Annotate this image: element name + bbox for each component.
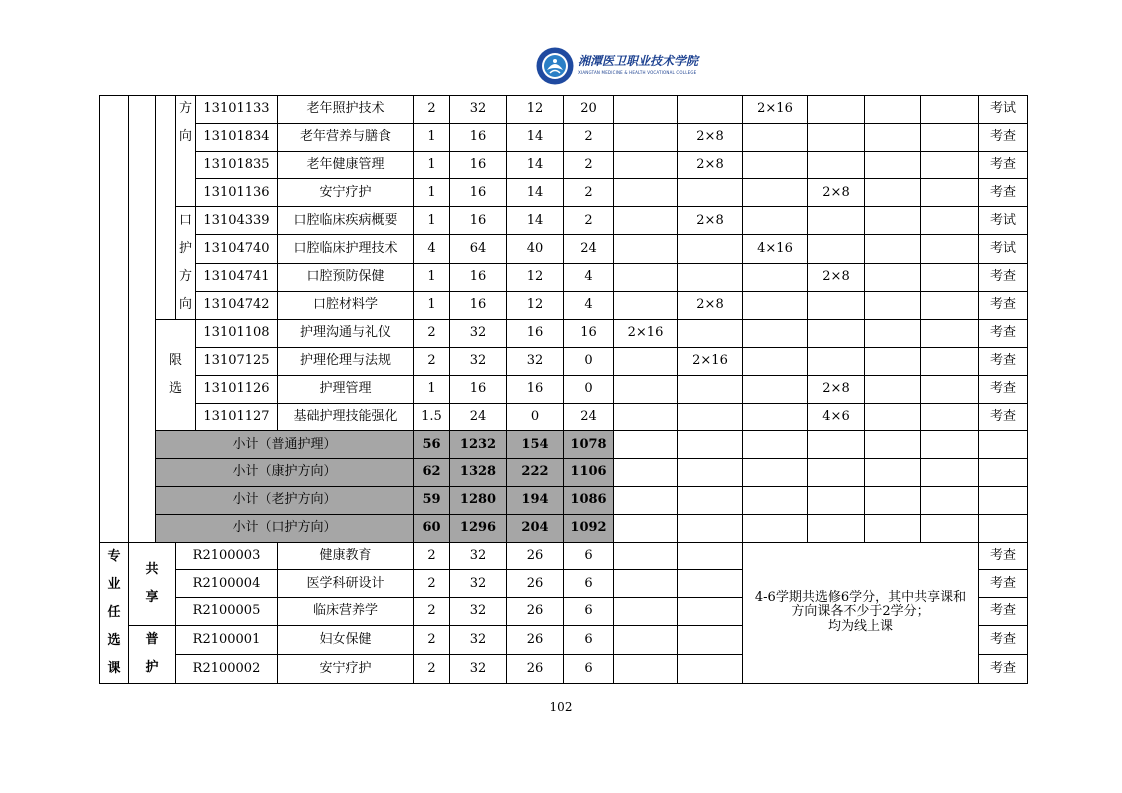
group-label-laohu: 方 向 <box>176 96 196 207</box>
sem-2 <box>678 375 743 403</box>
subtotal-practice: 1078 <box>564 431 614 459</box>
sem-3 <box>743 291 808 319</box>
sem-2: 2×8 <box>678 151 743 179</box>
course-name: 临床营养学 <box>278 598 414 626</box>
exam-type: 考查 <box>979 347 1028 375</box>
course-name: 口腔材料学 <box>278 291 414 319</box>
credit: 1 <box>414 375 450 403</box>
table-row <box>100 263 1028 291</box>
sem-5 <box>865 291 921 319</box>
course-name: 安宁疗护 <box>278 655 414 684</box>
sem-2 <box>678 235 743 263</box>
college-name-block <box>578 52 698 75</box>
course-code: R2100001 <box>176 625 278 654</box>
group-label-kouhu: 口 护 方 向 <box>176 207 196 320</box>
subtotal-total: 1296 <box>450 514 507 542</box>
sem-1 <box>614 235 678 263</box>
exam-type: 考查 <box>979 375 1028 403</box>
practice-hours: 16 <box>564 320 614 348</box>
course-name: 老年营养与膳食 <box>278 123 414 151</box>
credit: 2 <box>414 320 450 348</box>
table-row <box>100 123 1028 151</box>
practice-hours: 6 <box>564 655 614 684</box>
sem-1 <box>614 207 678 235</box>
group-cell-outer <box>100 96 129 543</box>
sem-1 <box>614 347 678 375</box>
total-hours: 16 <box>450 179 507 207</box>
sem-2 <box>678 320 743 348</box>
subtotal-theory: 154 <box>507 431 564 459</box>
practice-hours: 4 <box>564 263 614 291</box>
table-row <box>100 347 1028 375</box>
practice-hours: 2 <box>564 123 614 151</box>
sem-6 <box>921 96 979 124</box>
theory-hours: 26 <box>507 625 564 654</box>
sem-6 <box>921 151 979 179</box>
subtotal-credit: 59 <box>414 486 450 514</box>
sem-1 <box>614 263 678 291</box>
exam-type: 考查 <box>979 598 1028 626</box>
practice-hours: 0 <box>564 347 614 375</box>
theory-hours: 12 <box>507 96 564 124</box>
sem-6 <box>921 347 979 375</box>
course-name: 口腔预防保健 <box>278 263 414 291</box>
subtotal-theory: 222 <box>507 459 564 487</box>
total-hours: 32 <box>450 655 507 684</box>
practice-hours: 2 <box>564 207 614 235</box>
table-row <box>100 403 1028 431</box>
practice-hours: 20 <box>564 96 614 124</box>
sem-5 <box>865 179 921 207</box>
sem-4 <box>808 207 865 235</box>
total-hours: 32 <box>450 320 507 348</box>
sem-6 <box>921 263 979 291</box>
subtotal-theory: 194 <box>507 486 564 514</box>
sem-2: 2×8 <box>678 207 743 235</box>
sem-6 <box>921 179 979 207</box>
theory-hours: 14 <box>507 179 564 207</box>
table-row <box>100 235 1028 263</box>
sem-1 <box>614 96 678 124</box>
sem-3 <box>743 375 808 403</box>
course-code: 13101108 <box>196 320 278 348</box>
exam-type: 考查 <box>979 655 1028 684</box>
exam-type: 考试 <box>979 207 1028 235</box>
exam-type: 考查 <box>979 179 1028 207</box>
course-code: 13107125 <box>196 347 278 375</box>
sem-2 <box>678 263 743 291</box>
exam-type: 考试 <box>979 235 1028 263</box>
course-code: 13101127 <box>196 403 278 431</box>
sem-4: 2×8 <box>808 263 865 291</box>
subtotal-label: 小计（康护方向） <box>156 459 414 487</box>
sem-3 <box>743 151 808 179</box>
practice-hours: 6 <box>564 570 614 598</box>
course-name: 老年照护技术 <box>278 96 414 124</box>
practice-hours: 24 <box>564 403 614 431</box>
sem-2 <box>678 179 743 207</box>
table-row <box>100 96 1028 124</box>
theory-hours: 40 <box>507 235 564 263</box>
table-row <box>100 207 1028 235</box>
sem-5 <box>865 403 921 431</box>
theory-hours: 32 <box>507 347 564 375</box>
sem-6 <box>921 207 979 235</box>
sem-5 <box>865 96 921 124</box>
table-row <box>100 151 1028 179</box>
practice-hours: 6 <box>564 625 614 654</box>
credit: 1 <box>414 291 450 319</box>
sem-1: 2×16 <box>614 320 678 348</box>
sem-2: 2×8 <box>678 291 743 319</box>
credit: 1 <box>414 123 450 151</box>
sem-3 <box>743 263 808 291</box>
sem-1 <box>614 151 678 179</box>
credit: 2 <box>414 598 450 626</box>
theory-hours: 14 <box>507 207 564 235</box>
exam-type: 考查 <box>979 542 1028 570</box>
sem-3 <box>743 123 808 151</box>
total-hours: 64 <box>450 235 507 263</box>
group-label-xianxuan: 限 选 <box>156 320 196 431</box>
elective-note <box>743 542 979 683</box>
group-label-gongxiang: 共 享 <box>129 542 176 625</box>
subtotal-label: 小计（口护方向） <box>156 514 414 542</box>
practice-hours: 2 <box>564 151 614 179</box>
practice-hours: 6 <box>564 542 614 570</box>
course-name: 护理管理 <box>278 375 414 403</box>
page-number: 102 <box>549 700 573 714</box>
total-hours: 32 <box>450 598 507 626</box>
credit: 1 <box>414 207 450 235</box>
sem-5 <box>865 207 921 235</box>
credit: 1 <box>414 263 450 291</box>
sem-4 <box>808 96 865 124</box>
course-name: 健康教育 <box>278 542 414 570</box>
college-logo <box>535 46 575 86</box>
curriculum-table <box>99 95 1028 684</box>
total-hours: 32 <box>450 542 507 570</box>
credit: 2 <box>414 96 450 124</box>
exam-type: 考试 <box>979 96 1028 124</box>
sem-4 <box>808 123 865 151</box>
table-row <box>100 375 1028 403</box>
theory-hours: 26 <box>507 542 564 570</box>
course-code: 13104741 <box>196 263 278 291</box>
sem-2: 2×8 <box>678 123 743 151</box>
theory-hours: 12 <box>507 291 564 319</box>
practice-hours: 2 <box>564 179 614 207</box>
credit: 2 <box>414 542 450 570</box>
course-name: 口腔临床护理技术 <box>278 235 414 263</box>
sem-5 <box>865 263 921 291</box>
total-hours: 32 <box>450 96 507 124</box>
total-hours: 16 <box>450 123 507 151</box>
sem-5 <box>865 123 921 151</box>
practice-hours: 0 <box>564 375 614 403</box>
sem-6 <box>921 375 979 403</box>
exam-type: 考查 <box>979 625 1028 654</box>
sem-4 <box>808 320 865 348</box>
elective-note-line: 方向课各不少于2学分； <box>791 604 930 620</box>
course-code: R2100004 <box>176 570 278 598</box>
subtotal-label: 小计（普通护理） <box>156 431 414 459</box>
sem-6 <box>921 320 979 348</box>
credit: 1 <box>414 179 450 207</box>
sem-4 <box>808 235 865 263</box>
sem-5 <box>865 235 921 263</box>
subtotal-label: 小计（老护方向） <box>156 486 414 514</box>
theory-hours: 16 <box>507 320 564 348</box>
credit: 2 <box>414 570 450 598</box>
table-row <box>100 179 1028 207</box>
credit: 2 <box>414 625 450 654</box>
course-name: 医学科研设计 <box>278 570 414 598</box>
elective-note-line: 4-6学期共选修6学分，其中共享课和 <box>754 590 967 606</box>
course-code: 13104339 <box>196 207 278 235</box>
sem-4 <box>808 347 865 375</box>
total-hours: 32 <box>450 570 507 598</box>
subtotal-practice: 1106 <box>564 459 614 487</box>
credit: 2 <box>414 347 450 375</box>
course-name: 基础护理技能强化 <box>278 403 414 431</box>
course-code: 13101133 <box>196 96 278 124</box>
course-code: 13101136 <box>196 179 278 207</box>
sem-3 <box>743 347 808 375</box>
sem-1 <box>614 291 678 319</box>
course-name: 护理沟通与礼仪 <box>278 320 414 348</box>
group-cell-required <box>129 96 156 543</box>
total-hours: 16 <box>450 151 507 179</box>
course-code: R2100002 <box>176 655 278 684</box>
sem-1 <box>614 123 678 151</box>
course-code: R2100005 <box>176 598 278 626</box>
total-hours: 32 <box>450 347 507 375</box>
theory-hours: 26 <box>507 598 564 626</box>
theory-hours: 26 <box>507 570 564 598</box>
subtotal-row <box>100 459 1028 487</box>
sem-4: 2×8 <box>808 375 865 403</box>
course-code: R2100003 <box>176 542 278 570</box>
course-name: 安宁疗护 <box>278 179 414 207</box>
credit: 1.5 <box>414 403 450 431</box>
practice-hours: 4 <box>564 291 614 319</box>
course-name: 护理伦理与法规 <box>278 347 414 375</box>
course-code: 13104742 <box>196 291 278 319</box>
subtotal-practice: 1092 <box>564 514 614 542</box>
sem-3 <box>743 179 808 207</box>
sem-2 <box>678 403 743 431</box>
total-hours: 16 <box>450 375 507 403</box>
practice-hours: 24 <box>564 235 614 263</box>
elective-note-line: 均为线上课 <box>827 618 893 634</box>
sem-3 <box>743 320 808 348</box>
sem-4 <box>808 291 865 319</box>
college-name-en: XIANGTAN MEDICINE & HEALTH VOCATIONAL COLLEGE <box>578 70 697 75</box>
sem-2: 2×16 <box>678 347 743 375</box>
course-name: 老年健康管理 <box>278 151 414 179</box>
course-code: 13101835 <box>196 151 278 179</box>
subtotal-credit: 56 <box>414 431 450 459</box>
sem-3 <box>743 403 808 431</box>
table-row <box>100 320 1028 348</box>
sem-5 <box>865 347 921 375</box>
subtotal-row <box>100 486 1028 514</box>
group-label-zhuanye-renxuan: 专 业 任 选 课 <box>100 542 129 683</box>
theory-hours: 12 <box>507 263 564 291</box>
course-code: 13104740 <box>196 235 278 263</box>
theory-hours: 14 <box>507 123 564 151</box>
sem-3: 2×16 <box>743 96 808 124</box>
subtotal-theory: 204 <box>507 514 564 542</box>
course-code: 13101126 <box>196 375 278 403</box>
group-cell-direction <box>156 96 176 320</box>
sem-4 <box>808 151 865 179</box>
subtotal-credit: 62 <box>414 459 450 487</box>
theory-hours: 0 <box>507 403 564 431</box>
subtotal-total: 1232 <box>450 431 507 459</box>
sem-2 <box>678 96 743 124</box>
theory-hours: 14 <box>507 151 564 179</box>
exam-type: 考查 <box>979 123 1028 151</box>
course-code: 13101834 <box>196 123 278 151</box>
subtotal-practice: 1086 <box>564 486 614 514</box>
total-hours: 16 <box>450 207 507 235</box>
practice-hours: 6 <box>564 598 614 626</box>
credit: 1 <box>414 151 450 179</box>
subtotal-row <box>100 431 1028 459</box>
credit: 4 <box>414 235 450 263</box>
sem-3 <box>743 207 808 235</box>
theory-hours: 26 <box>507 655 564 684</box>
subtotal-row <box>100 514 1028 542</box>
total-hours: 24 <box>450 403 507 431</box>
table-row <box>100 291 1028 319</box>
exam-type: 考查 <box>979 403 1028 431</box>
subtotal-total: 1328 <box>450 459 507 487</box>
exam-type: 考查 <box>979 320 1028 348</box>
sem-5 <box>865 151 921 179</box>
sem-4: 2×8 <box>808 179 865 207</box>
sem-3: 4×16 <box>743 235 808 263</box>
group-label-puhu: 普 护 <box>129 625 176 683</box>
course-name: 妇女保健 <box>278 625 414 654</box>
exam-type: 考查 <box>979 570 1028 598</box>
sem-6 <box>921 403 979 431</box>
sem-5 <box>865 375 921 403</box>
theory-hours: 16 <box>507 375 564 403</box>
total-hours: 16 <box>450 263 507 291</box>
subtotal-credit: 60 <box>414 514 450 542</box>
total-hours: 32 <box>450 625 507 654</box>
sem-1 <box>614 403 678 431</box>
sem-1 <box>614 375 678 403</box>
college-emblem-icon <box>535 46 575 86</box>
course-name: 口腔临床疾病概要 <box>278 207 414 235</box>
college-name-cn: 湘潭医卫职业技术学院 <box>578 54 699 68</box>
total-hours: 16 <box>450 291 507 319</box>
sem-6 <box>921 235 979 263</box>
exam-type: 考查 <box>979 151 1028 179</box>
sem-6 <box>921 123 979 151</box>
elective-row <box>100 542 1028 570</box>
credit: 2 <box>414 655 450 684</box>
sem-5 <box>865 320 921 348</box>
sem-6 <box>921 291 979 319</box>
page-header <box>0 46 1122 88</box>
exam-type: 考查 <box>979 291 1028 319</box>
exam-type: 考查 <box>979 263 1028 291</box>
subtotal-total: 1280 <box>450 486 507 514</box>
sem-4: 4×6 <box>808 403 865 431</box>
sem-1 <box>614 179 678 207</box>
